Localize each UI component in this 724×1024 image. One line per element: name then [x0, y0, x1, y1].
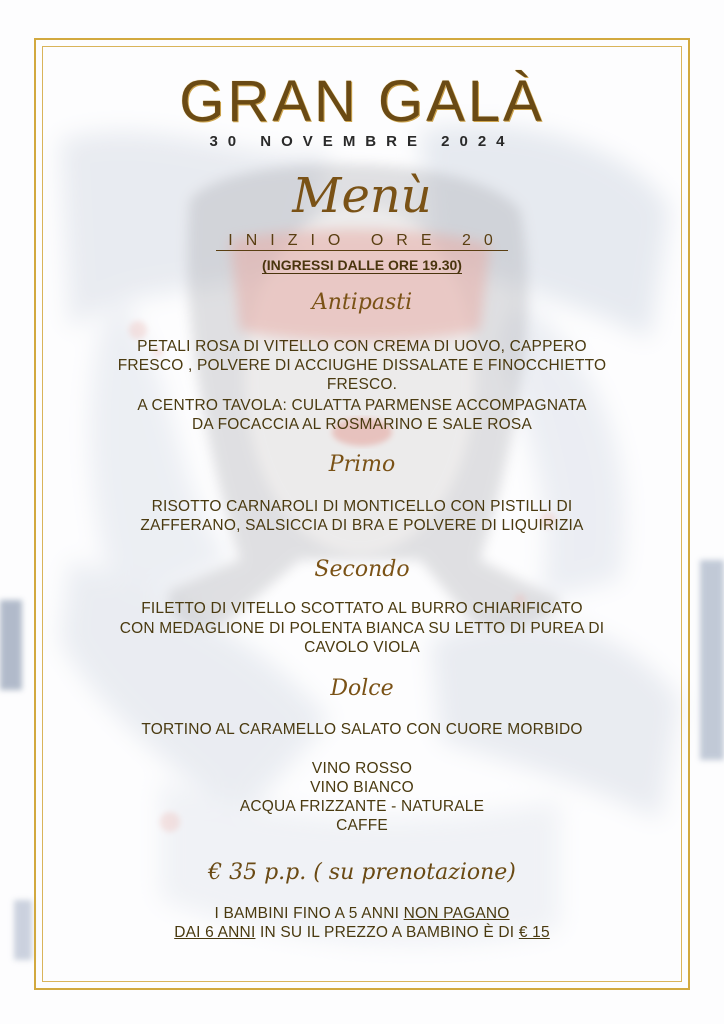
antipasti-line: FRESCO , POLVERE DI ACCIUGHE DISSALATE E FINOCCHIETTO [117, 357, 607, 374]
primo-line: ZAFFERANO, SALSICCIA DI BRA E POLVERE DI LIQUIRIZIA [140, 517, 584, 534]
start-time-text: INIZIO ORE 20 [216, 232, 507, 251]
secondo-line: CAVOLO VIOLA [304, 639, 420, 656]
event-title: GRAN GALÀ [179, 69, 545, 134]
entry-time-text: (INGRESSI DALLE ORE 19.30) [262, 257, 462, 273]
drink-item: VINO ROSSO [311, 760, 413, 777]
children-note-text: IN SU IL PREZZO A BAMBINO È DI [255, 924, 519, 941]
primo-line: RISOTTO CARNAROLI DI MONTICELLO CON PISTILLI DI [151, 498, 573, 515]
entry-time [0, 257, 724, 273]
section-title-primo: Primo [328, 452, 396, 477]
start-time [0, 232, 724, 250]
children-age-emphasis: DAI 6 ANNI [174, 924, 256, 941]
children-note-line1 [0, 904, 724, 924]
drink-item: CAFFE [336, 817, 388, 834]
dolce-line: TORTINO AL CARAMELLO SALATO CON CUORE MORBIDO [141, 721, 583, 738]
antipasti-line: PETALI ROSA DI VITELLO CON CREMA DI UOVO, CAPPERO [137, 338, 587, 355]
children-free-emphasis: NON PAGANO [403, 905, 510, 922]
antipasti-line: A CENTRO TAVOLA: CULATTA PARMENSE ACCOMPAGNATA [137, 397, 587, 414]
secondo-line: FILETTO DI VITELLO SCOTTATO AL BURRO CHIARIFICATO [141, 600, 583, 617]
antipasti-line: DA FOCACCIA AL ROSMARINO E SALE ROSA [192, 416, 532, 433]
menu-heading: Menù [292, 168, 432, 224]
children-note-text: I BAMBINI FINO A 5 ANNI [214, 905, 404, 922]
section-title-antipasti: Antipasti [311, 290, 413, 315]
secondo-line: CON MEDAGLIONE DI POLENTA BIANCA SU LETTO DI PUREA DI [119, 620, 605, 637]
drink-item: VINO BIANCO [310, 779, 414, 796]
drink-item: ACQUA FRIZZANTE - NATURALE [239, 798, 485, 815]
children-price-emphasis: € 15 [518, 924, 550, 941]
children-note-line2 [0, 923, 724, 943]
event-date: 30 NOVEMBRE 2024 [209, 133, 515, 150]
price-per-person: € 35 p.p. ( su prenotazione) [208, 860, 516, 885]
section-title-dolce: Dolce [330, 676, 394, 701]
section-title-secondo: Secondo [314, 557, 410, 582]
antipasti-line: FRESCO. [326, 376, 398, 393]
